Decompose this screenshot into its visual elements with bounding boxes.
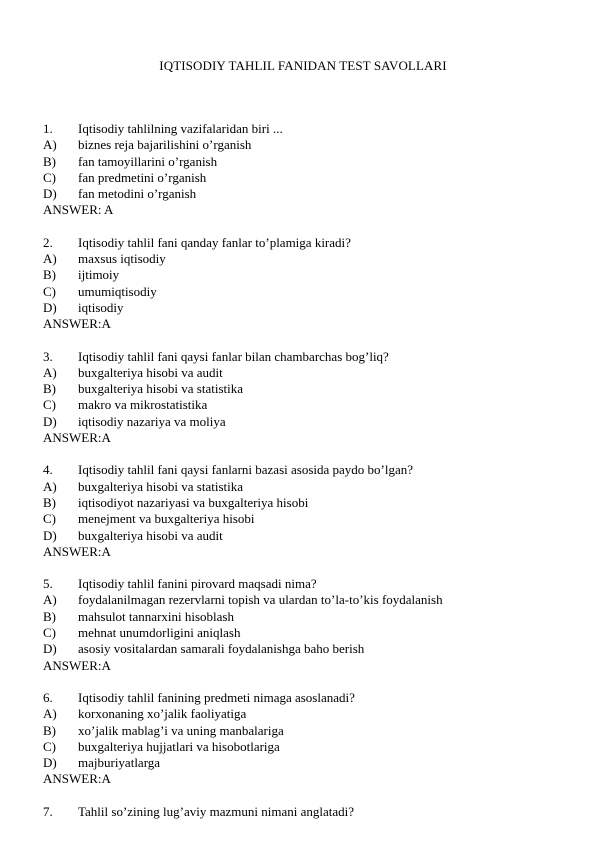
option-text: mahsulot tannarxini hisoblash (78, 608, 234, 624)
question-number: 1. (43, 121, 53, 136)
question-line (43, 462, 563, 478)
answer-option (43, 414, 563, 430)
question-block (43, 690, 563, 788)
option-letter: D) (43, 527, 57, 543)
option-text: fan tamoyillarini o’rganish (78, 153, 218, 169)
answer-option (43, 300, 563, 316)
answer-option (43, 186, 563, 202)
option-letter: A) (43, 592, 57, 608)
question-block (43, 804, 563, 820)
option-text: iqtisodiy (78, 299, 124, 315)
option-letter: C) (43, 169, 56, 185)
answer-option (43, 723, 563, 739)
answer-option (43, 267, 563, 283)
question-block (43, 462, 563, 560)
option-letter: B) (43, 267, 56, 283)
question-text: Tahlil so’zining lug’aviy mazmuni nimani anglatadi? (78, 803, 354, 819)
question-text: Iqtisodiy tahlil fani qaysi fanlarni bazasi asosida paydo bo’lgan? (78, 462, 414, 478)
answer-option (43, 755, 563, 771)
option-letter: C) (43, 283, 56, 299)
question-number: 7. (43, 803, 53, 819)
question-text: Iqtisodiy tahlil fanini pirovard maqsadi nima? (78, 576, 317, 592)
option-text: biznes reja bajarilishini o’rganish (78, 137, 252, 153)
option-letter: D) (43, 299, 57, 315)
question-line (43, 121, 563, 137)
option-text: buxgalteriya hisobi va statistika (78, 381, 243, 397)
option-letter: A) (43, 137, 57, 153)
option-text: korxonaning xo’jalik faoliyatiga (78, 706, 247, 722)
question-block (43, 121, 563, 219)
option-letter: C) (43, 511, 56, 527)
option-letter: A) (43, 251, 57, 267)
question-line (43, 235, 563, 251)
question-block (43, 576, 563, 674)
answer-option (43, 479, 563, 495)
option-letter: B) (43, 608, 56, 624)
option-text: maxsus iqtisodiy (78, 251, 166, 267)
question-text: Iqtisodiy tahlil fanining predmeti nimaga asoslanadi? (78, 689, 355, 705)
answer-key: ANSWER: A (43, 202, 114, 218)
question-line (43, 576, 563, 592)
answer-option (43, 170, 563, 186)
question-number: 5. (43, 576, 53, 592)
question-line (43, 349, 563, 365)
option-letter: B) (43, 494, 56, 510)
option-text: ijtimoiy (78, 267, 120, 283)
option-letter: B) (43, 153, 56, 169)
option-letter: C) (43, 397, 56, 413)
question-block (43, 235, 563, 333)
option-text: mehnat unumdorligini aniqlash (78, 625, 241, 641)
answer-option (43, 251, 563, 267)
option-text: fan predmetini o’rganish (78, 169, 207, 185)
option-text: buxgalteriya hisobi va audit (78, 364, 223, 380)
answer-option (43, 381, 563, 397)
page-title: IQTISODIY TAHLIL FANIDAN TEST SAVOLLARI (159, 58, 447, 73)
option-text: xo’jalik mablag’i va uning manbalariga (78, 722, 284, 738)
question-line (43, 690, 563, 706)
option-text: umumiqtisodiy (78, 283, 157, 299)
option-text: buxgalteriya hisobi va statistika (78, 478, 243, 494)
answer-key: ANSWER:A (43, 657, 111, 673)
option-letter: C) (43, 738, 56, 754)
question-number: 4. (43, 462, 53, 478)
answer-option (43, 154, 563, 170)
question-list (43, 121, 563, 836)
question-line (43, 804, 563, 820)
answer-option (43, 284, 563, 300)
answer-option (43, 739, 563, 755)
question-text: Iqtisodiy tahlilning vazifalaridan biri ... (78, 121, 283, 136)
question-text: Iqtisodiy tahlil fani qanday fanlar to’plamiga kiradi? (78, 234, 351, 250)
answer-option (43, 625, 563, 641)
answer-option (43, 365, 563, 381)
option-letter: A) (43, 478, 57, 494)
option-letter: B) (43, 381, 56, 397)
answer-option (43, 592, 563, 608)
answer-option (43, 397, 563, 413)
option-letter: D) (43, 186, 57, 202)
option-text: foydalanilmagan rezervlarni topish va ulardan to’la-to’kis foydalanish (78, 592, 443, 608)
option-letter: B) (43, 722, 56, 738)
option-letter: D) (43, 413, 57, 429)
question-block (43, 349, 563, 447)
answer-option (43, 609, 563, 625)
question-text: Iqtisodiy tahlil fani qaysi fanlar bilan chambarchas bog’liq? (78, 348, 389, 364)
answer-key: ANSWER:A (43, 543, 111, 559)
option-text: iqtisodiyot nazariyasi va buxgalteriya hisobi (78, 494, 309, 510)
option-letter: D) (43, 755, 57, 771)
option-text: iqtisodiy nazariya va moliya (78, 413, 226, 429)
option-letter: A) (43, 706, 57, 722)
option-text: buxgalteriya hujjatlari va hisobotlariga (78, 738, 280, 754)
option-text: buxgalteriya hisobi va audit (78, 527, 223, 543)
option-text: fan metodini o’rganish (78, 186, 197, 202)
option-text: menejment va buxgalteriya hisobi (78, 511, 255, 527)
answer-option (43, 495, 563, 511)
answer-option (43, 641, 563, 657)
answer-option (43, 528, 563, 544)
answer-key: ANSWER:A (43, 771, 111, 787)
option-letter: D) (43, 641, 57, 657)
answer-option (43, 511, 563, 527)
answer-option (43, 137, 563, 153)
option-text: asosiy vositalardan samarali foydalanishga baho berish (78, 641, 365, 657)
question-number: 2. (43, 234, 53, 250)
answer-option (43, 706, 563, 722)
option-letter: C) (43, 625, 56, 641)
question-number: 6. (43, 689, 53, 705)
answer-key: ANSWER:A (43, 430, 111, 446)
question-number: 3. (43, 348, 53, 364)
option-text: majburiyatlarga (78, 755, 161, 771)
option-letter: A) (43, 364, 57, 380)
answer-key: ANSWER:A (43, 316, 111, 332)
option-text: makro va mikrostatistika (78, 397, 208, 413)
